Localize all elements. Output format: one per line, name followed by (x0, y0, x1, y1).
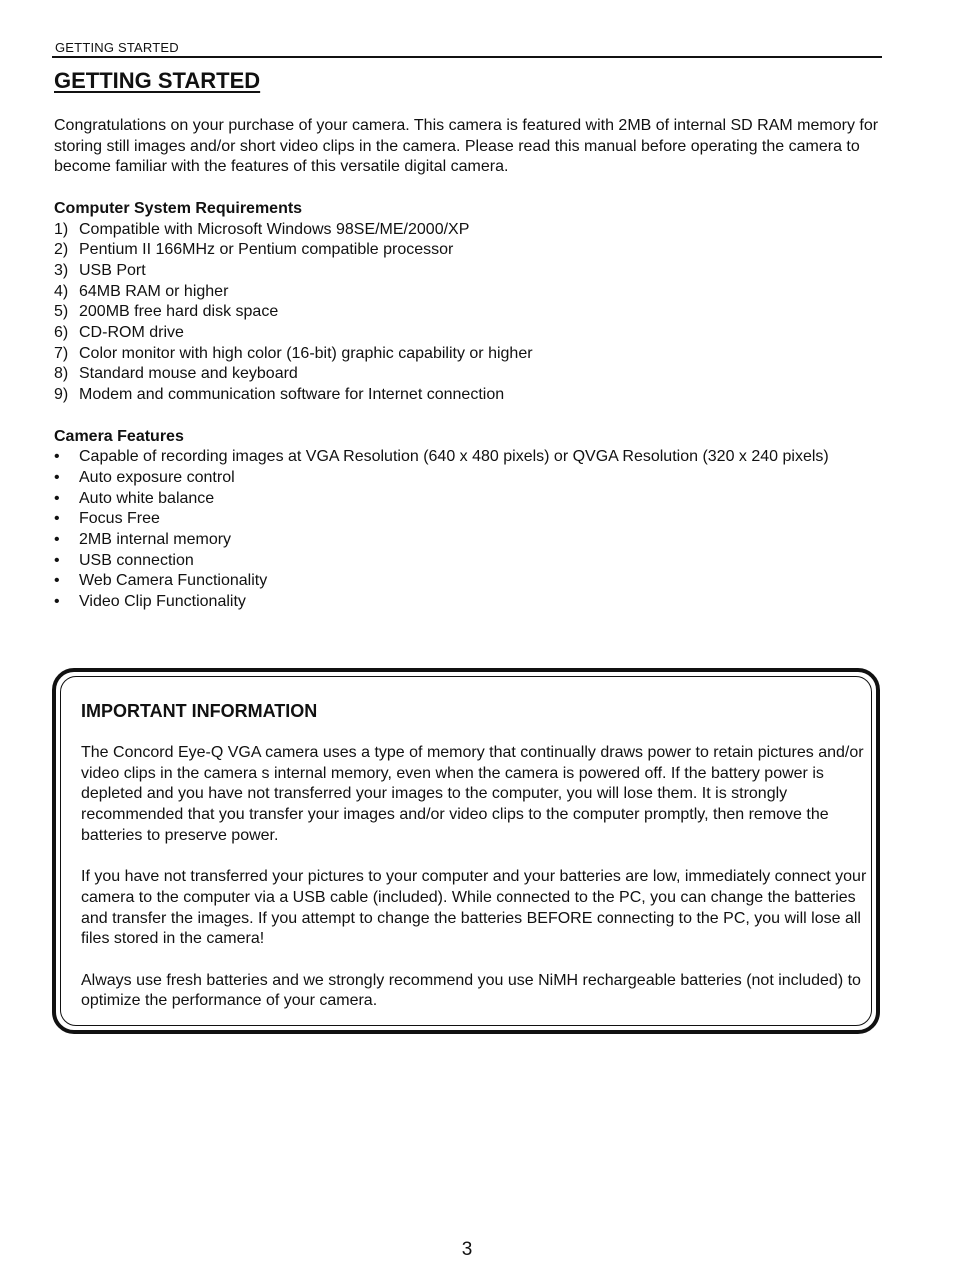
list-item-text: Pentium II 166MHz or Pentium compatible processor (79, 241, 454, 259)
list-item-text: Focus Free (79, 510, 160, 528)
bullet-icon: • (54, 531, 60, 549)
list-item (54, 240, 894, 261)
page-number: 3 (461, 1239, 473, 1260)
page-title: GETTING STARTED (54, 68, 261, 93)
list-marker: 8) (54, 365, 69, 383)
important-info-body (81, 743, 871, 1033)
list-marker: 9) (54, 386, 69, 404)
list-item (54, 571, 894, 592)
list-item (54, 302, 894, 323)
requirements-heading: Computer System Requirements (54, 199, 303, 217)
important-paragraph: Always use fresh batteries and we strongly recommend you use NiMH rechargeable batteries (not included) to optimize the performance of your camera. (81, 971, 861, 1010)
important-paragraph: The Concord Eye-Q VGA camera uses a type of memory that continually draws power to retain pictures and/or video clips in the camera s internal memory, even when the camera is powered off. If the battery power is depleted and you have not transferred your images to the computer, you will lose them. It is strongly recommended that you transfer your images and/or video clips to the computer promptly, then remove the batteries to preserve power. (81, 744, 864, 844)
list-item (54, 530, 894, 551)
features-list (54, 447, 894, 613)
bullet-icon: • (54, 551, 60, 569)
important-info-title: IMPORTANT INFORMATION (81, 701, 318, 721)
list-item-text: 64MB RAM or higher (79, 282, 229, 300)
bullet-icon: • (54, 448, 60, 466)
list-item-text: USB Port (79, 261, 146, 279)
list-item-text: 200MB free hard disk space (79, 303, 279, 321)
list-item (54, 509, 894, 530)
list-item (54, 261, 894, 282)
list-marker: 5) (54, 303, 69, 321)
list-item-text: Capable of recording images at VGA Resolution (640 x 480 pixels) or QVGA Resolution (320 x 240 pixels) (79, 448, 829, 466)
list-item-text: Web Camera Functionality (79, 572, 268, 590)
list-item-text: CD-ROM drive (79, 324, 184, 342)
list-marker: 4) (54, 282, 69, 300)
list-item-text: Compatible with Microsoft Windows 98SE/ME/2000/XP (79, 220, 470, 238)
list-marker: 6) (54, 324, 69, 342)
list-item (54, 489, 894, 510)
important-info-box (52, 668, 880, 1034)
header-rule (52, 56, 882, 58)
list-item-text: 2MB internal memory (79, 531, 232, 549)
list-item-text: Video Clip Functionality (79, 593, 246, 611)
list-item (54, 551, 894, 572)
list-item (54, 323, 894, 344)
requirements-section (54, 199, 894, 406)
bullet-icon: • (54, 468, 60, 486)
requirements-list (54, 220, 894, 406)
important-info-inner-border (60, 676, 872, 1026)
list-marker: 7) (54, 344, 69, 362)
bullet-icon: • (54, 572, 60, 590)
list-item (54, 385, 894, 406)
list-item-text: Auto exposure control (79, 468, 235, 486)
list-item-text: Standard mouse and keyboard (79, 365, 298, 383)
list-marker: 1) (54, 220, 69, 238)
bullet-icon: • (54, 489, 60, 507)
list-marker: 2) (54, 241, 69, 259)
bullet-icon: • (54, 510, 60, 528)
features-heading: Camera Features (54, 427, 184, 445)
features-section (54, 427, 894, 613)
list-item (54, 344, 894, 365)
list-item-text: USB connection (79, 551, 194, 569)
list-item (54, 468, 894, 489)
list-item (54, 282, 894, 303)
intro-paragraph: Congratulations on your purchase of your camera. This camera is featured with 2MB of internal SD RAM memory for storing still images and/or short video clips in the camera. Please read this manual before operating the camera to become familiar with the features of this versatile digital camera. (54, 117, 879, 176)
list-item-text: Auto white balance (79, 489, 215, 507)
bullet-icon: • (54, 593, 60, 611)
list-item (54, 447, 894, 468)
list-item (54, 220, 894, 241)
list-item (54, 592, 894, 613)
running-header: GETTING STARTED (55, 40, 179, 55)
list-item (54, 364, 894, 385)
main-content (54, 116, 894, 613)
list-item-text: Color monitor with high color (16-bit) graphic capability or higher (79, 344, 533, 362)
list-item-text: Modem and communication software for Internet connection (79, 386, 505, 404)
list-marker: 3) (54, 261, 69, 279)
important-paragraph: If you have not transferred your pictures to your computer and your batteries are low, immediately connect your camera to the computer via a USB cable (included). While connected to the PC, you can change the batteries and transfer the images. If you attempt to change the batteries BEFORE connecting to the PC, you will lose all files stored in the camera! (81, 868, 867, 948)
